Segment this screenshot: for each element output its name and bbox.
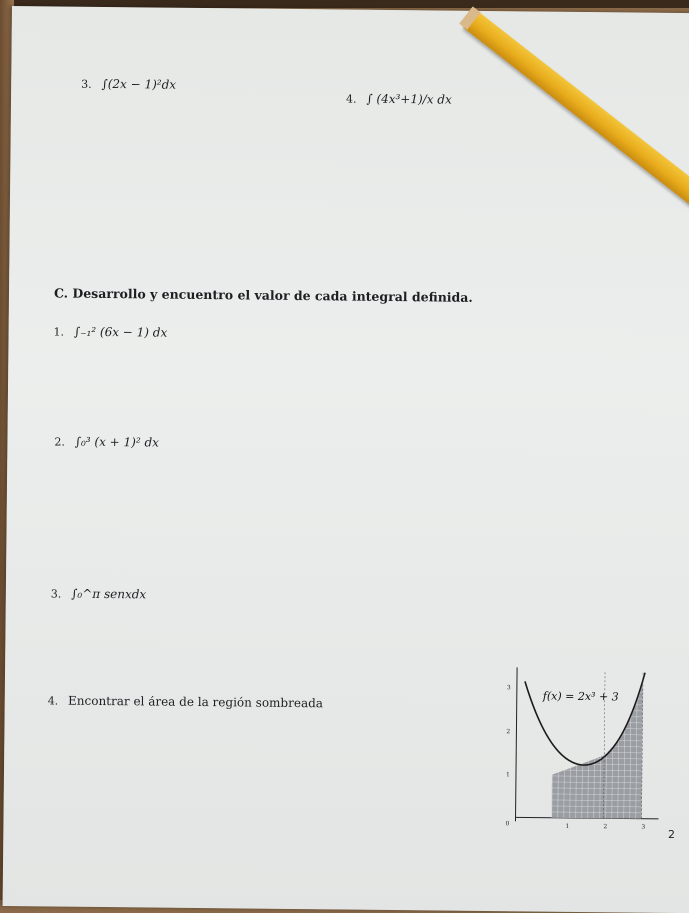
definite-integral-2 — [54, 434, 159, 449]
problem-number: 4. — [47, 694, 59, 708]
shaded-region-graph — [503, 661, 665, 842]
problem-number: 1. — [53, 325, 65, 339]
problem-expression: ∫₋₁² (6x − 1) dx — [73, 324, 168, 340]
area-problem-4 — [48, 693, 323, 710]
y-tick-label: 3 — [506, 684, 511, 692]
problem-top-3 — [81, 77, 176, 92]
x-tick-label: 3 — [641, 823, 646, 831]
x-tick-label: 2 — [603, 823, 608, 831]
y-axis — [515, 667, 517, 821]
problem-expression: ∫₀³ (x + 1)² dx — [74, 434, 160, 450]
problem-expression: ∫(2x − 1)²dx — [101, 76, 177, 92]
y-tick-label: 0 — [505, 820, 510, 828]
x-tick-label: 1 — [565, 822, 570, 830]
y-tick-label: 1 — [505, 771, 510, 779]
problem-text: Encontrar el área de la región sombreada — [67, 693, 324, 711]
worksheet-paper — [3, 6, 689, 913]
problem-number: 4. — [345, 92, 357, 106]
graph-svg — [503, 661, 665, 838]
problem-expression: ∫ (4x³+1)/x dx — [366, 91, 452, 107]
definite-integral-3 — [51, 586, 147, 601]
problem-number: 3. — [50, 587, 62, 601]
y-tick-label: 2 — [506, 728, 511, 736]
section-c-heading: C. Desarrollo y encuentro el valor de cada integral definida. — [53, 285, 473, 305]
problem-top-4 — [346, 92, 452, 107]
function-label: f(x) = 2x³ + 3 — [542, 689, 619, 704]
definite-integral-1 — [54, 324, 168, 339]
problem-number: 3. — [81, 77, 92, 91]
problem-expression: ∫₀^π senxdx — [71, 586, 147, 602]
problem-number: 2. — [54, 435, 66, 449]
page-number: 2 — [668, 828, 675, 841]
